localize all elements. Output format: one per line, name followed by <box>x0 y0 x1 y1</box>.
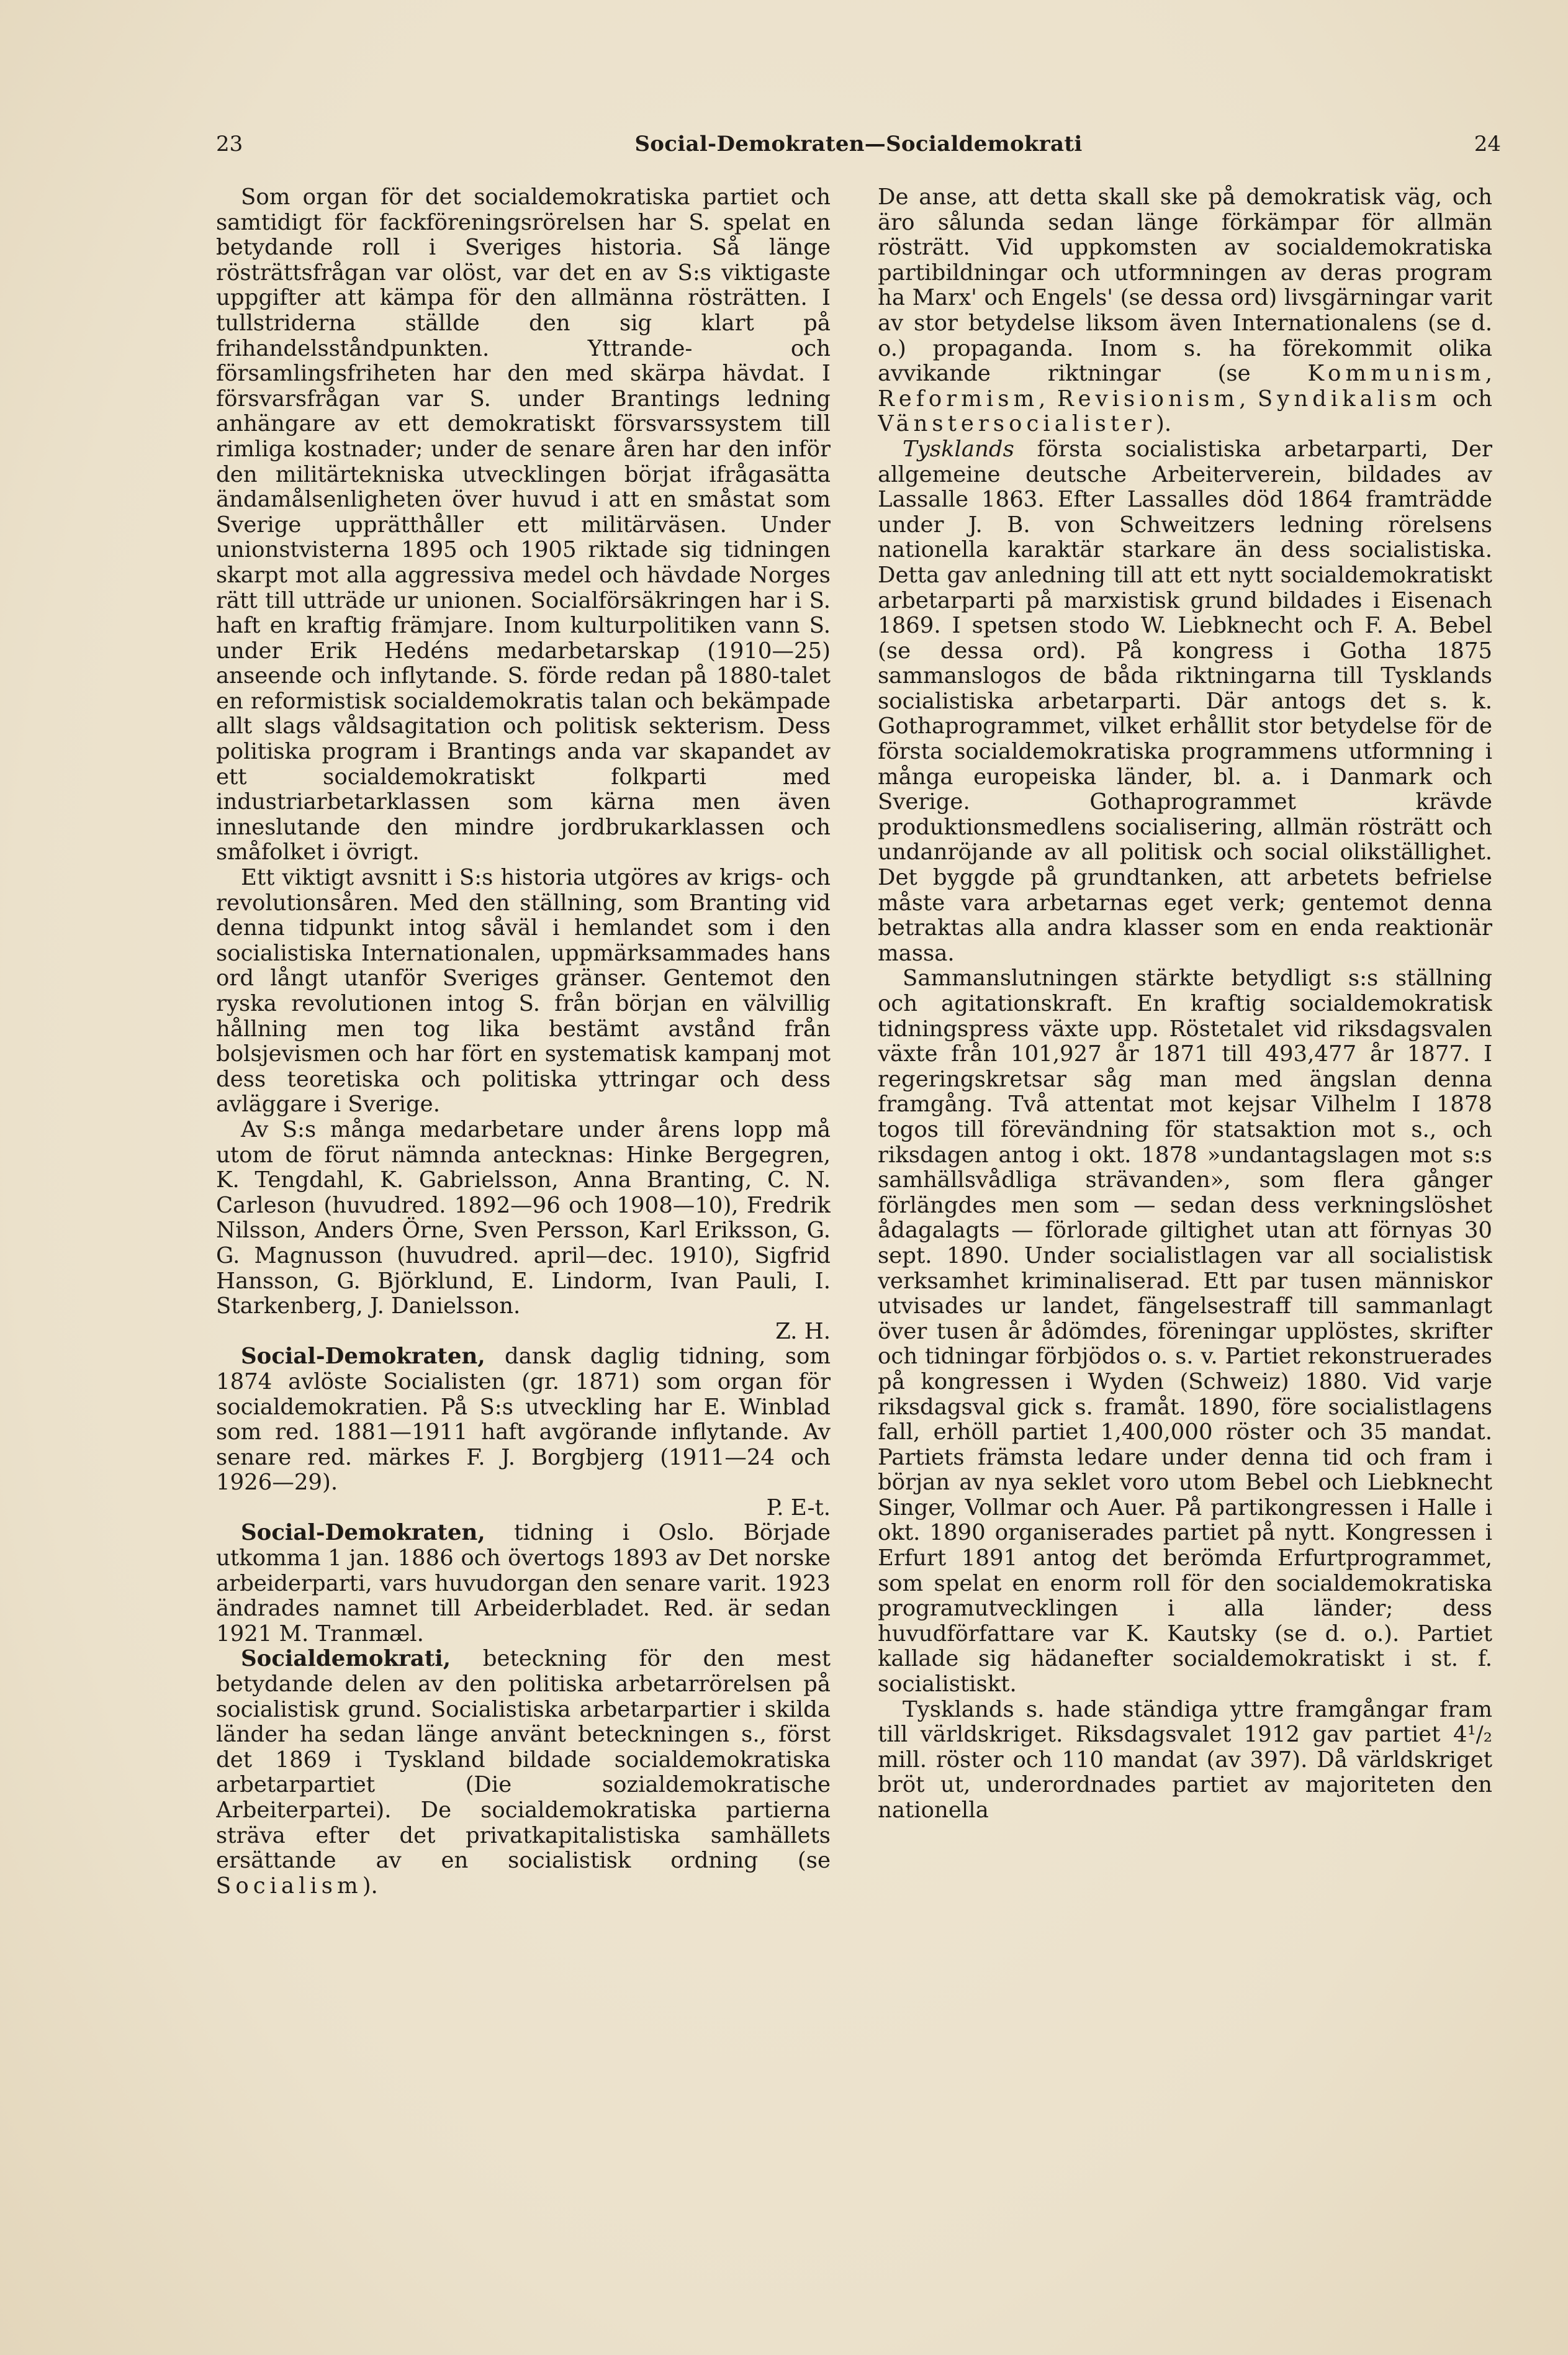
entry-text: beteckning för den mest betydande delen av den politiska arbetarrörelsen på socialistisk grund. Socialistiska arbetarpartier i skilda länder ha sedan länge använt beteckningen s., först det 1869 i Tyskland bildade socialdemokratiska arbetarpartiet (Die sozialdemokratische Arbeiterpartei). De socialdemokratiska partierna sträva efter det privatkapitalistiska samhällets ersättande av en socialistisk ordning (se <box>216 1646 831 1874</box>
cross-reference: Syndikalism <box>1257 386 1441 412</box>
italic-term: Tysklands <box>903 436 1014 462</box>
fraction: 4¹/₂ <box>1453 1722 1492 1748</box>
cross-reference: Kommunism <box>1307 361 1485 387</box>
entry-text: Tysklands s. hade ständiga yttre framgångar fram till världskriget. Riksdagsvalet 1912 gav partiet <box>878 1696 1492 1748</box>
paragraph: Av S:s många medarbetare under årens lopp må utom de förut nämnda antecknas: Hinke Bergegren, K. Tengdahl, K. Gabrielsson, Anna Branting, C. N. Carleson (huvudred. 1892—96 och 1908—10), Fredrik Nilsson, Anders Örne, Sven Persson, Karl Eriksson, G. G. Magnusson (huvudred. april—dec. 1910), Sigfrid Hansson, G. Björklund, E. Lindorm, Ivan Pauli, I. Starkenberg, J. Danielsson. <box>216 1116 831 1319</box>
entry-text: första socialistiska arbetarparti, Der allgemeine deutsche Arbeiterverein, bildades av Lassalle 1863. Efter Lassalles död 1864 framträdde under J. B. von Schweitzers ledning rörelsens nationella karaktär starkare än dess socialistiska. Detta gav anledning till att ett nytt socialdemokratiskt arbetarparti på marxistisk grund bildades i Eisenach 1869. I spetsen stodo W. Liebknecht och F. A. Bebel (se dessa ord). På kongress i Gotha 1875 sammanslogos de båda riktningarna till Tysklands socialistiska arbetarparti. Där antogs det s. k. Gothaprogrammet, vilket erhållit stor betydelse för de första socialdemokratiska programmens utformning i många europeiska länder, bl. a. i Danmark och Sverige. Gothaprogrammet krävde produktionsmedlens socialisering, allmän rösträtt och undanröjande av all politisk och social olikställighet. Det byggde på grundtanken, att arbetets befrielse måste vara arbetarnas eget verk; gentemot denna betraktas alla andra klasser som en enda reaktionär massa. <box>878 436 1492 966</box>
entry-headword: Social-Demokraten, <box>241 1344 485 1370</box>
entry-text: tidning i Oslo. Började utkomma 1 jan. 1886 och övertogs 1893 av Det norske arbeiderparti, vars huvudorgan den senare varit. 1923 ändrades namnet till Arbeiderbladet. Red. är sedan 1921 M. Tranmæl. <box>216 1520 831 1647</box>
entry-social-demokraten-oslo <box>216 1521 831 1647</box>
cross-reference: Revisionism <box>1057 386 1240 412</box>
page-number-left: 23 <box>216 132 243 156</box>
page-number-right: 24 <box>1474 132 1501 156</box>
entry-text: ). <box>1156 411 1172 437</box>
right-column <box>878 185 1492 2246</box>
left-column <box>216 185 831 2246</box>
entry-text: De anse, att detta skall ske på demokratisk väg, och äro sålunda sedan länge förkämpar för allmän rösträtt. Vid uppkomsten av socialdemokratiska partibildningar och utformningen av deras program ha Marx' och Engels' (se dessa ord) livsgärningar varit av stor betydelse liksom även Internationalens (se d. o.) propaganda. Inom s. ha förekommit olika avvikande riktningar (se <box>878 185 1492 387</box>
author-signature: Z. H. <box>775 1318 831 1344</box>
paragraph <box>878 437 1492 966</box>
paragraph <box>878 1697 1492 1824</box>
paragraph: De anse, att detta skall ske på demokratisk väg, och äro sålunda sedan länge förkämpar för allmän rösträtt. Vid uppkomsten av socialdemokratiska partibildningar och utformningen av deras program ha Marx' och Engels' (se dessa ord) livsgärningar varit av stor betydelse liksom även Internationalens (se d. o.) propaganda. Inom s. ha förekommit olika avvikande riktningar (se Kommunism, Reformism, Revisionism, Syndikalism och Vänstersocialister). <box>878 185 1492 437</box>
paragraph: Ett viktigt avsnitt i S:s historia utgöres av krigs- och revolutionsåren. Med den ställning, som Branting vid denna tidpunkt intog såväl i hemlandet som i den socialistiska Internationalen, uppmärksammades hans ord långt utanför Sveriges gränser. Gentemot den ryska revolutionen intog S. från början en välvillig hållning men tog lika bestämt avstånd från bolsjevismen och har fört en systematisk kampanj mot dess teoretiska och politiska yttringar och dess avläggare i Sverige. <box>216 865 831 1118</box>
paragraph: Som organ för det socialdemokratiska partiet och samtidigt för fackföreningsrörelsen har S. spelat en betydande roll i Sveriges historia. Så länge rösträttsfrågan var olöst, var det en av S:s viktigaste uppgifter att kämpa för den allmänna rösträtten. I tullstriderna ställde den sig klart på frihandelsståndpunkten. Yttrande- och församlingsfriheten har den med skärpa hävdat. I försvarsfrågan var S. under Brantings ledning anhängare av ett demokratiskt försvarssystem till rimliga kostnader; under de senare åren har den inför den militärtekniska utvecklingen börjat ifrågasätta ändamålsenligheten över huvud i att en småstat som Sverige upprätthåller ett militärväsen. Under unionstvisterna 1895 och 1905 riktade sig tidningen skarpt mot alla aggressiva medel och hävdade Norges rätt till utträde ur unionen. Socialförsäkringen har i S. haft en kraftig främjare. Inom kulturpolitiken vann S. under Erik Hedéns medarbetarskap (1910—25) anseende och inflytande. S. förde redan på 1880-talet en reformistisk socialdemokratis talan och bekämpade allt slags våldsagitation och politisk sekterism. Dess politiska program i Brantings anda var skapandet av ett socialdemokratiskt folkparti med industriarbetarklassen som kärna men även inneslutande den mindre jordbrukarklassen och småfolket i övrigt. <box>216 185 831 866</box>
entry-text: mill. röster och 110 mandat (av 397). Då världskriget bröt ut, underordnades partiet av majoriteten den nationella <box>878 1747 1492 1823</box>
running-title: Social-Demokraten—Socialdemokrati <box>634 132 1083 156</box>
entry-headword: Socialdemokrati, <box>241 1646 451 1672</box>
cross-reference: Reformism <box>878 386 1039 412</box>
cross-reference: Vänstersocialister <box>878 411 1156 437</box>
author-signature: P. E-t. <box>766 1494 831 1521</box>
cross-reference: Socialism <box>216 1873 363 1899</box>
entry-text: dansk daglig tidning, som 1874 avlöste Socialisten (gr. 1871) som organ för socialdemokratien. På S:s utveckling har E. Winblad som red. 1881—1911 haft avgörande inflytande. Av senare red. märkes F. J. Borgbjerg (1911—24 och 1926—29). <box>216 1344 831 1496</box>
entry-socialdemokrati <box>216 1647 831 1899</box>
entry-text: ). <box>362 1873 378 1899</box>
paragraph: Sammanslutningen stärkte betydligt s:s ställning och agitationskraft. En kraftig socialdemokratisk tidningspress växte upp. Röstetalet vid riksdagsvalen växte från 101,927 år 1871 till 493,477 år 1877. I regeringskretsar såg man med ängslan denna framgång. Två attentat mot kejsar Vilhelm I 1878 togos till förevändning för statsaktion mot s., och riksdagen antog i okt. 1878 »undantagslagen mot s:s samhällsvådliga strävanden», som flera gånger förlängdes men som — sedan dess verkningslöshet ådagalagts — förlorade giltighet utan att förnyas 30 sept. 1890. Under socialistlagen var all socialistisk verksamhet kriminaliserad. Ett par tusen människor utvisades ur landet, fängelsestraff till sammanlagt över tusen år ådömdes, föreningar upplöstes, skrifter och tidningar förbjödos o. s. v. Partiet rekonstruerades på kongressen i Wyden (Schweiz) 1880. Vid varje riksdagsval gick s. framåt. 1890, före socialistlagens fall, erhöll partiet 1,400,000 röster och 35 mandat. Partiets främsta ledare under denna tid och fram i början av nya seklet voro utom Bebel och Liebknecht Singer, Vollmar och Auer. På partikongressen i Halle i okt. 1890 organiserades partiet på nytt. Kongressen i Erfurt 1891 antog det berömda Erfurtprogrammet, som spelat en enorm roll för den socialdemokratiska programutvecklingen i alla länder; dess huvudförfattare var K. Kautsky (se d. o.). Partiet kallade sig hädanefter socialdemokratiskt i st. f. socialistiskt. <box>878 965 1492 1697</box>
entry-text: och <box>1441 386 1492 412</box>
page-header <box>216 132 1501 163</box>
entry-headword: Social-Demokraten, <box>241 1520 485 1546</box>
entry-social-demokraten-dansk <box>216 1344 831 1496</box>
